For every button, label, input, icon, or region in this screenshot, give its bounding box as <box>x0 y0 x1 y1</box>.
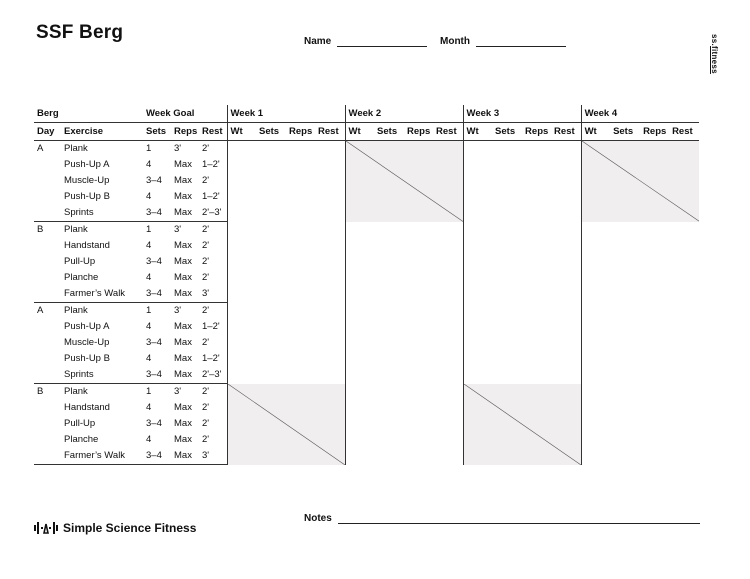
footer-brand <box>34 521 196 535</box>
goal-sets-cell: 3–4 <box>146 256 162 267</box>
goal-sets-cell: 4 <box>146 321 152 332</box>
week-1-entry-area <box>227 384 345 465</box>
column-header: Reps <box>286 123 315 141</box>
goal-sets-cell: 3–4 <box>143 286 171 303</box>
exercise-cell: Planche <box>64 272 99 283</box>
week-3-entry-area[interactable] <box>463 303 581 384</box>
goal-rest-cell: 1–2' <box>202 159 220 170</box>
goal-sets-cell: 1 <box>146 224 152 235</box>
week-2-entry-area[interactable] <box>345 384 463 465</box>
goal-rest-cell: 1–2' <box>202 191 220 202</box>
day-cell <box>34 400 61 416</box>
notes-field[interactable] <box>304 513 700 524</box>
column-header: Sets <box>256 123 286 141</box>
goal-rest-cell: 3' <box>199 286 227 303</box>
day-cell <box>34 319 61 335</box>
goal-sets-cell: 4 <box>146 402 152 413</box>
exercise-cell: Sprints <box>61 205 143 222</box>
goal-reps-cell: Max <box>174 159 192 170</box>
workout-log-table <box>34 105 699 465</box>
column-header: Wt <box>463 123 492 141</box>
day-cell <box>34 367 61 384</box>
month-label: Month <box>440 36 470 47</box>
day-cell <box>34 173 61 189</box>
column-header: Sets <box>374 123 404 141</box>
column-header: Sets <box>610 123 640 141</box>
exercise-cell: Plank <box>64 143 88 154</box>
name-field[interactable] <box>304 36 427 47</box>
goal-rest-cell: 2' <box>202 272 210 283</box>
column-header: Wt <box>345 123 374 141</box>
week-4-entry-area <box>581 141 699 222</box>
exercise-cell: Handstand <box>64 402 110 413</box>
day-cell <box>34 270 61 286</box>
column-header: Sets <box>492 123 522 141</box>
goal-sets-cell: 4 <box>146 272 152 283</box>
week-1-entry-area[interactable] <box>227 141 345 222</box>
goal-sets-cell: 3–4 <box>143 367 171 384</box>
week-2-entry-area[interactable] <box>345 222 463 303</box>
goal-reps-cell: Max <box>174 434 192 445</box>
exercise-cell: Farmer’s Walk <box>61 448 143 465</box>
exercise-cell: Push-Up B <box>64 191 110 202</box>
column-header: Sets <box>143 123 171 141</box>
day-cell <box>34 157 61 173</box>
day-cell <box>34 335 61 351</box>
table-row <box>34 141 699 158</box>
goal-sets-cell: 4 <box>146 191 152 202</box>
day-cell <box>34 286 61 303</box>
day-cell <box>34 351 61 367</box>
page-title: SSF Berg <box>36 22 124 43</box>
goal-rest-cell: 2' <box>202 418 210 429</box>
week-1-entry-area[interactable] <box>227 303 345 384</box>
exercise-cell: Pull-Up <box>64 256 96 267</box>
day-cell: B <box>37 386 44 397</box>
goal-sets-cell: 3–4 <box>146 337 162 348</box>
week-3-entry-area[interactable] <box>463 222 581 303</box>
column-header: Reps <box>522 123 551 141</box>
month-input-line[interactable] <box>476 37 566 47</box>
exercise-cell: Pull-Up <box>64 418 96 429</box>
skip-diagonal-icon <box>228 384 345 465</box>
goal-reps-cell: 3' <box>174 386 182 397</box>
exercise-cell: Muscle-Up <box>64 337 110 348</box>
column-header: Wt <box>581 123 610 141</box>
column-header: Rest <box>433 123 463 141</box>
day-cell: A <box>37 143 44 154</box>
goal-sets-cell: 1 <box>146 305 152 316</box>
name-label: Name <box>304 36 332 47</box>
goal-reps-cell: 3' <box>174 224 182 235</box>
exercise-cell: Push-Up A <box>64 321 110 332</box>
brand-name: Simple Science Fitness <box>63 521 197 535</box>
goal-sets-cell: 4 <box>146 240 152 251</box>
goal-reps-cell: Max <box>174 418 192 429</box>
goal-rest-cell: 2' <box>202 224 210 235</box>
goal-rest-cell: 2' <box>202 386 210 397</box>
goal-reps-cell: Max <box>174 191 192 202</box>
goal-reps-cell: Max <box>174 337 192 348</box>
column-header: Day <box>34 123 61 141</box>
week-4-entry-area[interactable] <box>581 222 699 303</box>
exercise-cell: Push-Up B <box>64 353 110 364</box>
goal-reps-cell: 3' <box>174 305 182 316</box>
goal-reps-cell: 3' <box>174 143 182 154</box>
goal-sets-cell: 4 <box>146 159 152 170</box>
exercise-cell: Plank <box>64 386 88 397</box>
goal-reps-cell: Max <box>171 367 199 384</box>
goal-reps-cell: Max <box>174 402 192 413</box>
goal-rest-cell: 2' <box>202 256 210 267</box>
goal-reps-cell: Max <box>174 256 192 267</box>
goal-rest-cell: 2' <box>202 305 210 316</box>
skip-diagonal-icon <box>464 384 581 465</box>
day-cell <box>34 254 61 270</box>
header-group-1: Week Goal <box>143 105 227 123</box>
week-2-entry-area[interactable] <box>345 303 463 384</box>
goal-rest-cell: 2' <box>202 402 210 413</box>
exercise-cell: Muscle-Up <box>64 175 110 186</box>
header-group-3: Week 2 <box>345 105 463 123</box>
day-cell <box>34 238 61 254</box>
goal-sets-cell: 1 <box>146 143 152 154</box>
goal-reps-cell: Max <box>171 286 199 303</box>
goal-reps-cell: Max <box>174 353 192 364</box>
column-header: Reps <box>640 123 669 141</box>
column-header: Reps <box>171 123 199 141</box>
week-2-entry-area <box>345 141 463 222</box>
week-3-entry-area <box>463 384 581 465</box>
day-cell <box>34 205 61 222</box>
day-cell <box>34 416 61 432</box>
exercise-cell: Farmer’s Walk <box>61 286 143 303</box>
skip-diagonal-icon <box>582 141 700 222</box>
goal-sets-cell: 1 <box>146 386 152 397</box>
goal-rest-cell: 2' <box>202 434 210 445</box>
goal-sets-cell: 3–4 <box>146 418 162 429</box>
column-header: Reps <box>404 123 433 141</box>
goal-sets-cell: 3–4 <box>146 175 162 186</box>
header-group-5: Week 4 <box>581 105 699 123</box>
goal-reps-cell: Max <box>171 448 199 465</box>
day-cell: B <box>37 224 44 235</box>
skip-diagonal-icon <box>346 141 463 222</box>
month-field[interactable] <box>440 36 566 47</box>
table-row <box>34 303 699 320</box>
exercise-cell: Push-Up A <box>64 159 110 170</box>
goal-rest-cell: 3' <box>199 448 227 465</box>
table-row <box>34 222 699 239</box>
exercise-cell: Planche <box>64 434 99 445</box>
goal-sets-cell: 4 <box>146 353 152 364</box>
side-brand-prefix: ss. <box>710 34 719 47</box>
day-cell <box>34 448 61 465</box>
column-header: Rest <box>669 123 699 141</box>
goal-reps-cell: Max <box>174 175 192 186</box>
exercise-cell: Plank <box>64 305 88 316</box>
side-brand <box>710 34 719 74</box>
header-group-0: Berg <box>34 105 143 123</box>
goal-rest-cell: 2' <box>202 337 210 348</box>
notes-label: Notes <box>304 513 332 524</box>
week-3-entry-area[interactable] <box>463 141 581 222</box>
goal-rest-cell: 1–2' <box>202 321 220 332</box>
dumbbell-logo-icon <box>34 521 58 535</box>
goal-rest-cell: 2'–3' <box>199 367 227 384</box>
week-1-entry-area[interactable] <box>227 222 345 303</box>
goal-reps-cell: Max <box>174 240 192 251</box>
goal-sets-cell: 4 <box>146 434 152 445</box>
goal-sets-cell: 3–4 <box>143 448 171 465</box>
week-4-entry-area[interactable] <box>581 303 699 384</box>
day-cell <box>34 189 61 205</box>
goal-reps-cell: Max <box>171 205 199 222</box>
name-input-line[interactable] <box>337 37 427 47</box>
goal-sets-cell: 3–4 <box>143 205 171 222</box>
column-header: Rest <box>199 123 227 141</box>
goal-rest-cell: 2'–3' <box>199 205 227 222</box>
header-group-2: Week 1 <box>227 105 345 123</box>
week-4-entry-area[interactable] <box>581 384 699 465</box>
column-header: Rest <box>551 123 581 141</box>
side-brand-suffix: fitness <box>710 46 719 74</box>
header-group-4: Week 3 <box>463 105 581 123</box>
goal-rest-cell: 2' <box>202 240 210 251</box>
goal-rest-cell: 1–2' <box>202 353 220 364</box>
day-cell <box>34 432 61 448</box>
column-header: Wt <box>227 123 256 141</box>
exercise-cell: Plank <box>64 224 88 235</box>
exercise-cell: Handstand <box>64 240 110 251</box>
goal-rest-cell: 2' <box>202 143 210 154</box>
column-header: Exercise <box>61 123 143 141</box>
goal-reps-cell: Max <box>174 321 192 332</box>
notes-input-line[interactable] <box>338 514 700 524</box>
goal-reps-cell: Max <box>174 272 192 283</box>
exercise-cell: Sprints <box>61 367 143 384</box>
day-cell: A <box>37 305 44 316</box>
table-row <box>34 384 699 401</box>
column-header: Rest <box>315 123 345 141</box>
goal-rest-cell: 2' <box>202 175 210 186</box>
